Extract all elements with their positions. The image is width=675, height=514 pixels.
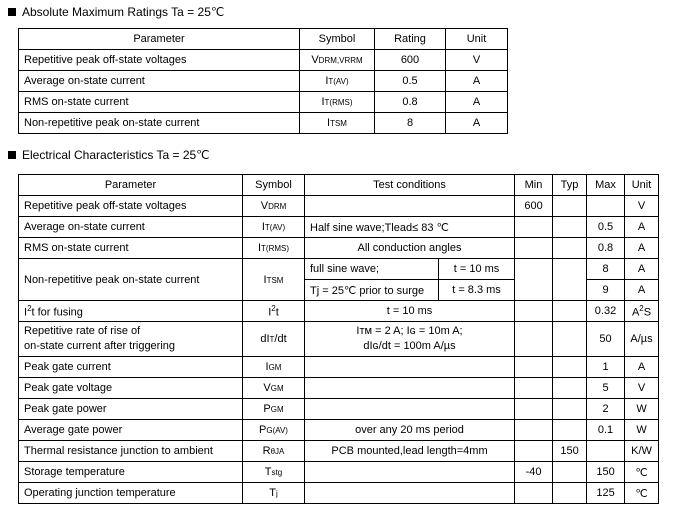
cell-typ	[553, 301, 587, 322]
cell-max: 0.5	[587, 217, 625, 238]
cell-rating: 0.5	[375, 71, 446, 92]
table-row	[19, 92, 508, 113]
cell-min	[515, 217, 553, 238]
cell-parameter: $I^2t$ for fusing	[19, 301, 243, 322]
cell-min	[515, 301, 553, 322]
cell-parameter	[19, 322, 243, 357]
bullet-icon	[8, 151, 16, 159]
cell-max: 5	[587, 378, 625, 399]
cell-parameter: Peak gate power	[19, 399, 243, 420]
cell-min	[515, 420, 553, 441]
cell-conditions: t = 10 ms	[305, 301, 515, 322]
cell-unit: W	[625, 420, 659, 441]
cell-unit: A	[625, 238, 659, 259]
cell-typ	[553, 357, 587, 378]
cell-conditions	[305, 378, 515, 399]
cell-symbol: ITSM	[243, 259, 305, 301]
column-header-parameter: Parameter	[19, 29, 300, 50]
cell-symbol: Tstg	[243, 462, 305, 483]
cell-min	[515, 357, 553, 378]
cell-symbol: IT(RMS)	[243, 238, 305, 259]
cell-max: 0.32	[587, 301, 625, 322]
cell-max: 125	[587, 483, 625, 504]
table-row	[19, 50, 508, 71]
table-row	[19, 217, 659, 238]
cell-symbol: VDRM	[243, 196, 305, 217]
cell-symbol: PG(AV)	[243, 420, 305, 441]
cell-unit: A/µs	[625, 322, 659, 357]
cell-max: 8	[587, 259, 625, 280]
cell-rating: 0.8	[375, 92, 446, 113]
cell-min	[515, 238, 553, 259]
table-row	[19, 378, 659, 399]
cell-unit: W	[625, 399, 659, 420]
cell-conditions: Half sine wave;Tlead≤ 83 ℃	[305, 217, 515, 238]
table-row	[19, 259, 659, 280]
cell-conditions	[305, 322, 515, 357]
column-header-symbol: Symbol	[243, 175, 305, 196]
cell-min	[515, 259, 553, 301]
table-row	[19, 441, 659, 462]
column-header-typ: Typ	[553, 175, 587, 196]
cell-unit: K/W	[625, 441, 659, 462]
cell-conditions-right: t = 10 ms	[439, 259, 515, 280]
cell-conditions: PCB mounted,lead length=4mm	[305, 441, 515, 462]
cell-parameter: Repetitive peak off-state voltages	[19, 196, 243, 217]
cell-parameter: RMS on-state current	[19, 92, 300, 113]
cell-conditions: All conduction angles	[305, 238, 515, 259]
cell-typ	[553, 259, 587, 301]
cell-symbol: VGM	[243, 378, 305, 399]
cell-parameter: Average gate power	[19, 420, 243, 441]
table-row	[19, 420, 659, 441]
cell-max: 0.8	[587, 238, 625, 259]
cell-symbol: IT(RMS)	[300, 92, 375, 113]
cell-typ	[553, 196, 587, 217]
cell-max: 9	[587, 280, 625, 301]
column-header-max: Max	[587, 175, 625, 196]
column-header-min: Min	[515, 175, 553, 196]
cell-typ	[553, 322, 587, 357]
cell-typ	[553, 483, 587, 504]
absolute-maximum-ratings-table	[18, 28, 508, 134]
cell-conditions-left: Tj = 25℃ prior to surge	[305, 280, 439, 301]
cell-parameter: Operating junction temperature	[19, 483, 243, 504]
cell-min	[515, 322, 553, 357]
cell-rating: 8	[375, 113, 446, 134]
cell-unit: A	[625, 259, 659, 280]
cell-typ	[553, 420, 587, 441]
cell-conditions-line1: Iᴛᴍ = 2 A; Iɢ = 10m A;	[356, 325, 463, 338]
cell-symbol: dIT/dt	[243, 322, 305, 357]
cell-unit: $A^2S$	[625, 301, 659, 322]
cell-max	[587, 196, 625, 217]
table-header-row	[19, 175, 659, 196]
cell-max	[587, 441, 625, 462]
cell-max: 50	[587, 322, 625, 357]
table-row	[19, 238, 659, 259]
cell-parameter: Average on-state current	[19, 217, 243, 238]
cell-symbol: PGM	[243, 399, 305, 420]
cell-unit: A	[446, 71, 508, 92]
cell-conditions-line2: dIɢ/dt = 100m A/µs	[363, 340, 456, 352]
cell-min: 600	[515, 196, 553, 217]
table-row	[19, 483, 659, 504]
cell-max: 150	[587, 462, 625, 483]
cell-conditions	[305, 196, 515, 217]
section-title-electrical-characteristics	[8, 148, 210, 162]
cell-parameter: RMS on-state current	[19, 238, 243, 259]
cell-parameter: Storage temperature	[19, 462, 243, 483]
cell-max: 1	[587, 357, 625, 378]
cell-unit: V	[446, 50, 508, 71]
cell-unit: A	[625, 217, 659, 238]
cell-typ	[553, 217, 587, 238]
cell-symbol: $I^2t$	[243, 301, 305, 322]
cell-conditions	[305, 462, 515, 483]
cell-conditions-left: full sine wave;	[305, 259, 439, 280]
column-header-parameter: Parameter	[19, 175, 243, 196]
cell-min	[515, 399, 553, 420]
cell-typ: 150	[553, 441, 587, 462]
cell-min: -40	[515, 462, 553, 483]
cell-min	[515, 378, 553, 399]
cell-unit: A	[625, 280, 659, 301]
cell-parameter: Non-repetitive peak on-state current	[19, 259, 243, 301]
table-header-row	[19, 29, 508, 50]
cell-conditions-right: t = 8.3 ms	[439, 280, 515, 301]
cell-parameter: Repetitive peak off-state voltages	[19, 50, 300, 71]
section-title-text: Electrical Characteristics Ta = 25℃	[22, 148, 210, 162]
cell-unit: A	[625, 357, 659, 378]
table-row	[19, 322, 659, 357]
cell-symbol: Tj	[243, 483, 305, 504]
electrical-characteristics-table	[18, 174, 659, 504]
column-header-rating: Rating	[375, 29, 446, 50]
column-header-unit: Unit	[446, 29, 508, 50]
cell-conditions	[305, 399, 515, 420]
cell-conditions	[305, 357, 515, 378]
cell-parameter: Peak gate current	[19, 357, 243, 378]
cell-rating: 600	[375, 50, 446, 71]
section-title-text: Absolute Maximum Ratings Ta = 25℃	[22, 5, 225, 19]
cell-conditions: over any 20 ms period	[305, 420, 515, 441]
cell-max: 2	[587, 399, 625, 420]
cell-min	[515, 441, 553, 462]
cell-typ	[553, 399, 587, 420]
cell-max: 0.1	[587, 420, 625, 441]
cell-symbol: VDRM,VRRM	[300, 50, 375, 71]
cell-parameter: Average on-state current	[19, 71, 300, 92]
cell-symbol: IGM	[243, 357, 305, 378]
section-title-absolute-maximum-ratings	[8, 5, 224, 19]
cell-unit: ℃	[625, 462, 659, 483]
bullet-icon	[8, 8, 16, 16]
cell-parameter-line1: Repetitive rate of rise of	[24, 325, 141, 338]
cell-conditions	[305, 483, 515, 504]
cell-symbol: RθJA	[243, 441, 305, 462]
cell-symbol: IT(AV)	[300, 71, 375, 92]
cell-unit: A	[446, 113, 508, 134]
cell-symbol: IT(AV)	[243, 217, 305, 238]
cell-parameter-line2: on-state current after triggering	[24, 340, 176, 352]
column-header-unit: Unit	[625, 175, 659, 196]
cell-typ	[553, 378, 587, 399]
table-row	[19, 71, 508, 92]
table-row	[19, 462, 659, 483]
cell-unit: V	[625, 378, 659, 399]
table-row	[19, 301, 659, 322]
table-row	[19, 113, 508, 134]
cell-unit: A	[446, 92, 508, 113]
cell-typ	[553, 238, 587, 259]
cell-parameter: Non-repetitive peak on-state current	[19, 113, 300, 134]
table-row	[19, 196, 659, 217]
cell-unit: ℃	[625, 483, 659, 504]
cell-parameter: Peak gate voltage	[19, 378, 243, 399]
cell-parameter: Thermal resistance junction to ambient	[19, 441, 243, 462]
cell-symbol: ITSM	[300, 113, 375, 134]
column-header-symbol: Symbol	[300, 29, 375, 50]
table-row	[19, 399, 659, 420]
column-header-test-conditions: Test conditions	[305, 175, 515, 196]
cell-typ	[553, 462, 587, 483]
cell-min	[515, 483, 553, 504]
table-row	[19, 357, 659, 378]
cell-unit: V	[625, 196, 659, 217]
